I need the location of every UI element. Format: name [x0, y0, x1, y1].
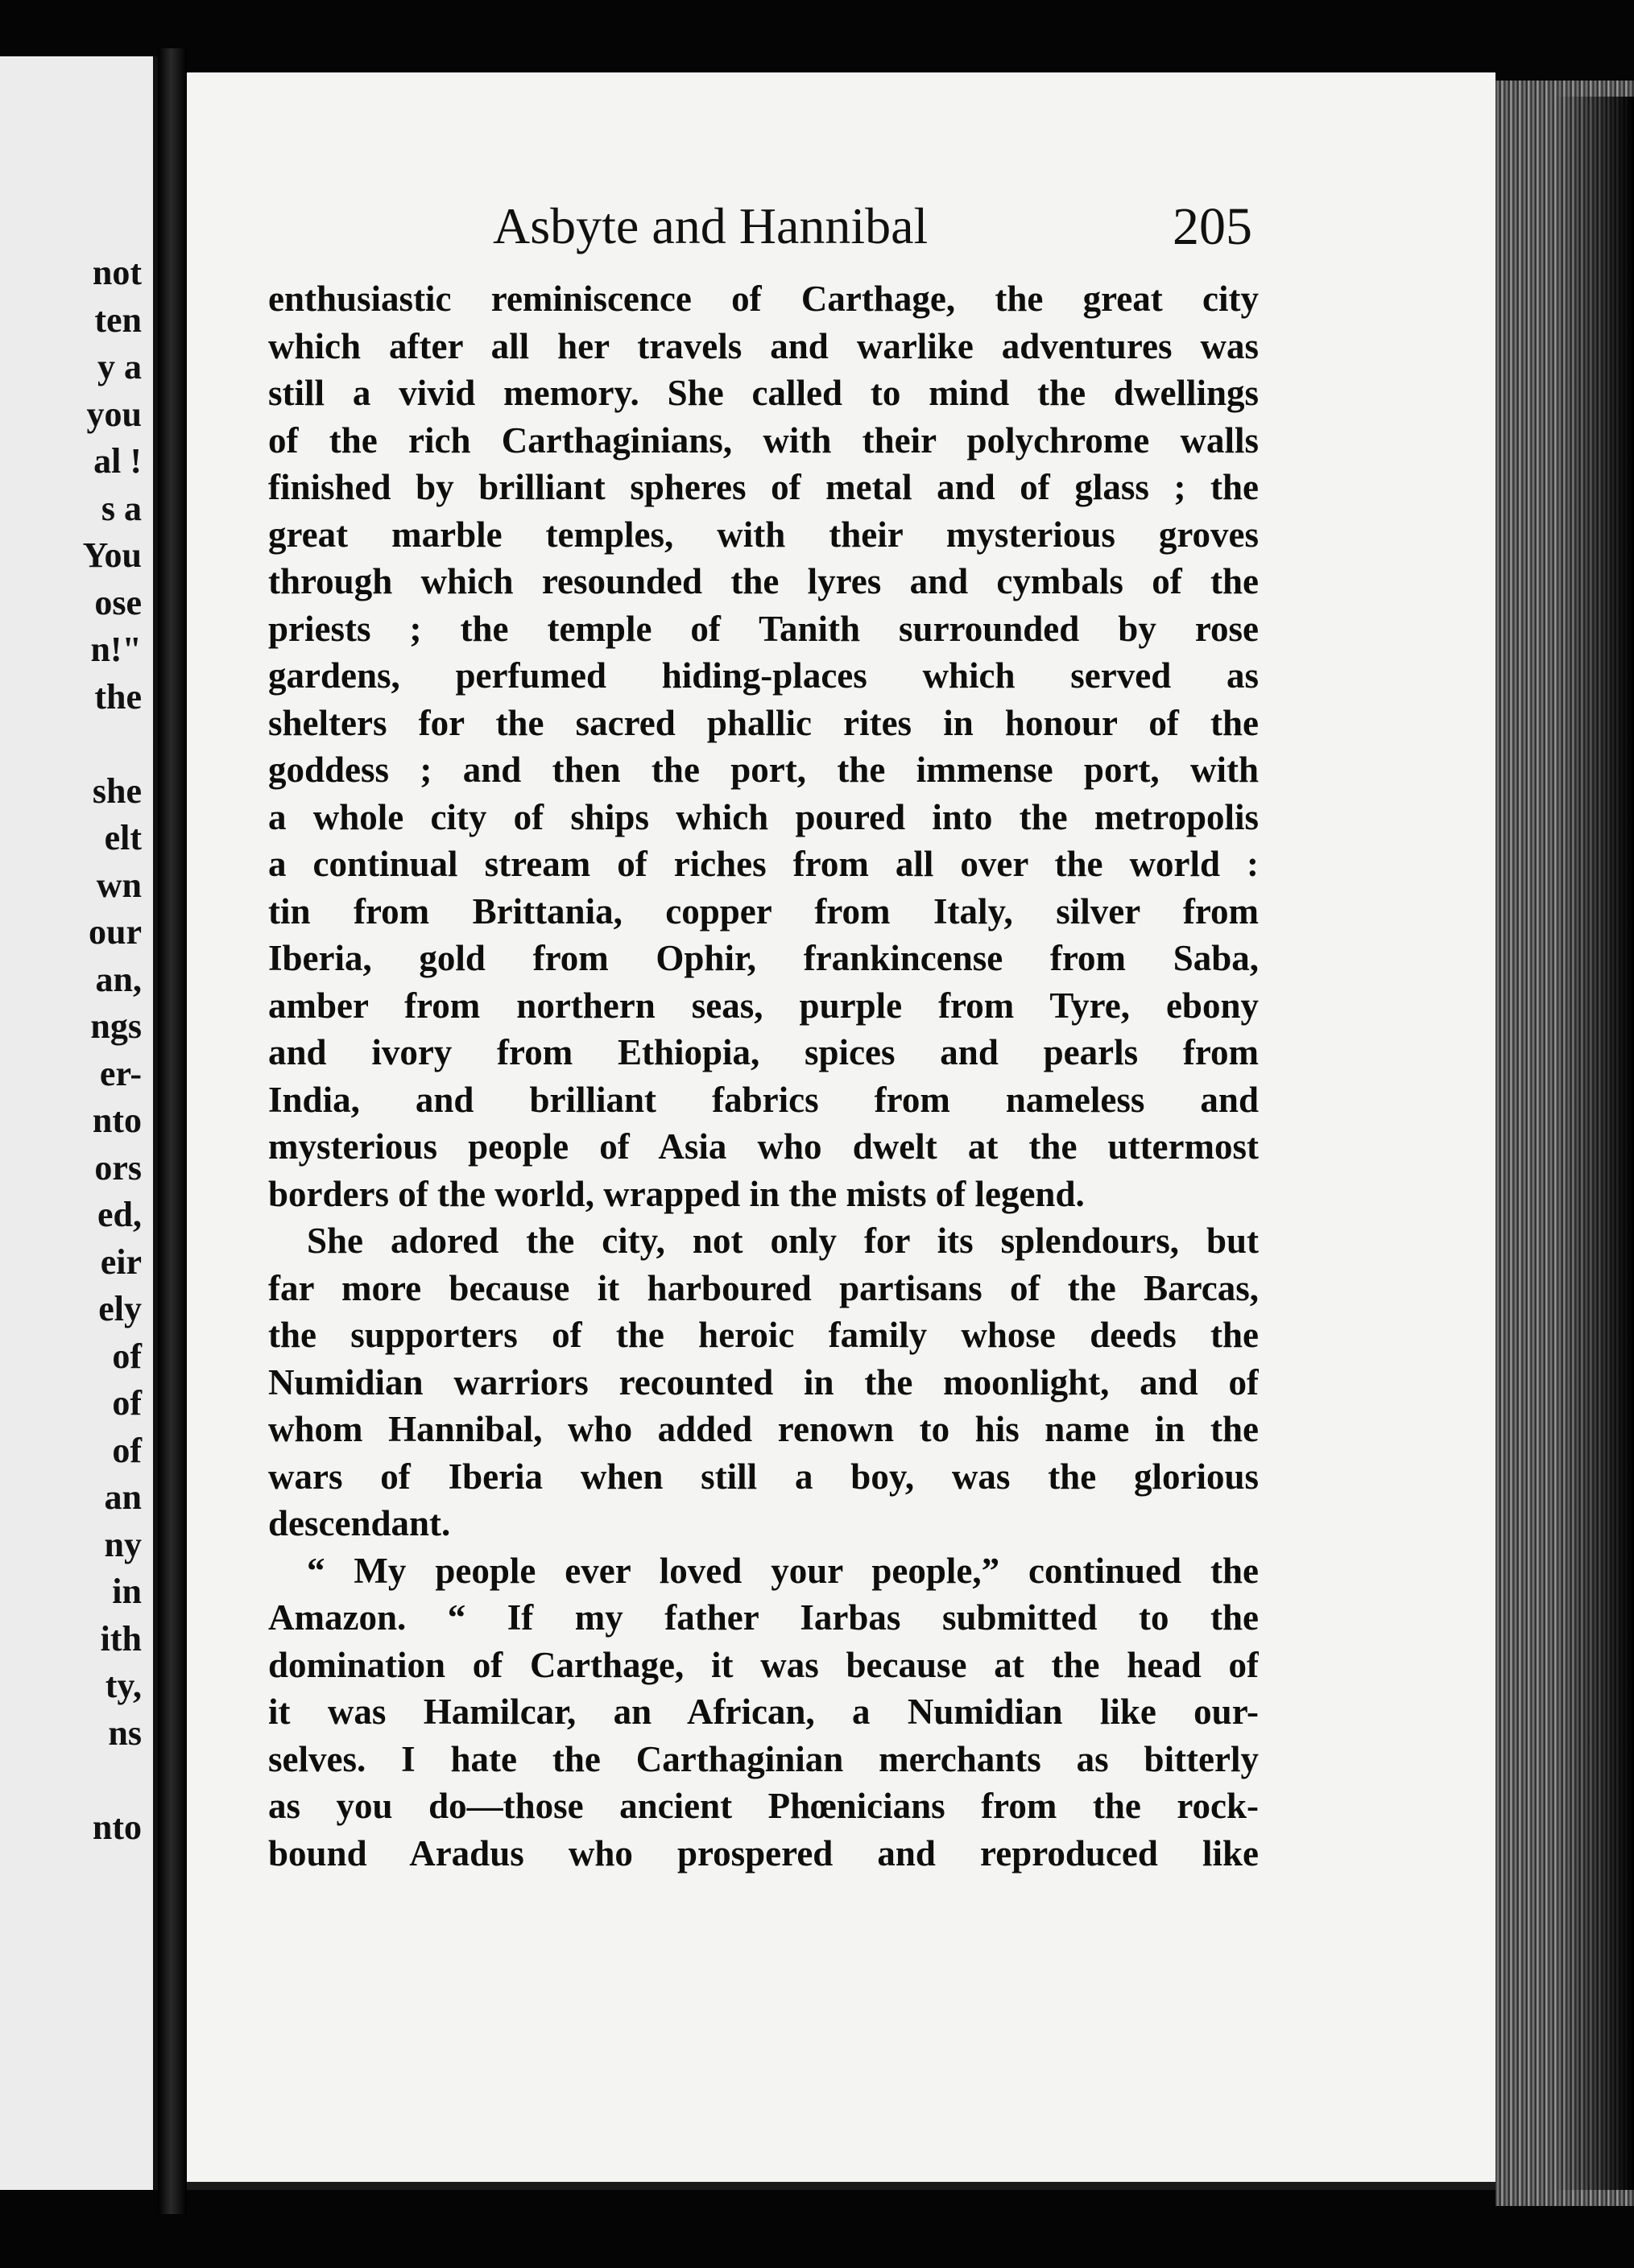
text-line: She adored the city, not only for its splendours, but — [307, 1221, 1259, 1261]
left-page — [0, 56, 158, 2190]
text-line: Numidian warriors recounted in the moonlight, and of — [268, 1361, 1259, 1403]
left-fragment: elt — [104, 818, 142, 857]
left-fragment — [83, 721, 142, 768]
text-line: enthusiastic reminiscence of Carthage, the great city — [268, 279, 1259, 319]
text-line: still a vivid memory. She called to mind the dwellings — [268, 373, 1259, 413]
text-line: a continual stream of riches from all over the world : — [268, 844, 1259, 884]
text-line: tin from Brittania, copper from Italy, silver from — [268, 890, 1259, 932]
running-head — [0, 196, 1634, 261]
text-line: “ My people ever loved your people,” continued the — [307, 1550, 1259, 1591]
left-fragment: the — [94, 676, 142, 717]
left-fragment — [83, 1757, 142, 1804]
text-line: goddess ; and then the port, the immense port, with — [268, 750, 1259, 790]
left-fragment: not — [92, 253, 142, 292]
text-line: which after all her travels and warlike adventures was — [268, 325, 1259, 366]
text-line: through which resounded the lyres and cymbals of the — [268, 561, 1259, 601]
left-fragment: ten — [94, 300, 142, 340]
text-line: whom Hannibal, who added renown to his name in the — [268, 1409, 1259, 1449]
left-fragment: ors — [94, 1147, 142, 1188]
left-fragment: wn — [96, 865, 142, 905]
left-fragment: of — [112, 1383, 142, 1423]
text-line: domination of Carthage, it was because at the head of — [268, 1644, 1259, 1685]
left-fragment: of — [112, 1430, 142, 1470]
text-line: as you do—those ancient Phœnicians from the rock- — [268, 1786, 1259, 1826]
left-fragment: our — [89, 912, 142, 952]
left-fragment: s a — [101, 488, 142, 528]
text-line: borders of the world, wrapped in the mists of legend. — [268, 1173, 1085, 1214]
left-fragment: nto — [92, 1807, 142, 1847]
left-page-text — [83, 250, 142, 1851]
left-fragment: ose — [94, 582, 142, 622]
left-fragment: she — [92, 770, 142, 811]
left-fragment: nto — [92, 1101, 142, 1140]
text-line: of the rich Carthaginians, with their polychrome walls — [268, 419, 1259, 461]
text-line: mysterious people of Asia who dwelt at the uttermost — [268, 1126, 1259, 1167]
text-line: selves. I hate the Carthaginian merchants as bitterly — [268, 1738, 1259, 1779]
text-line: bound Aradus who prospered and reproduced like — [268, 1832, 1259, 1873]
text-line: Iberia, gold from Ophir, frankincense from Saba, — [268, 938, 1259, 978]
text-line: descendant. — [268, 1503, 451, 1543]
body-text — [268, 275, 1259, 1877]
left-fragment: ely — [98, 1289, 142, 1328]
left-fragment: ty, — [105, 1666, 142, 1705]
left-fragment: an — [104, 1477, 142, 1517]
left-fragment: eir — [100, 1241, 142, 1282]
text-line: shelters for the sacred phallic rites in honour of the — [268, 702, 1259, 743]
text-line: and ivory from Ethiopia, spices and pearls from — [268, 1032, 1259, 1072]
left-fragment: ed, — [97, 1195, 142, 1234]
text-line: it was Hamilcar, an African, a Numidian like our- — [268, 1692, 1259, 1732]
text-line: priests ; the temple of Tanith surrounded by rose — [268, 608, 1259, 649]
left-fragment: you — [86, 394, 142, 434]
chapter-title: Asbyte and Hannibal — [493, 197, 929, 254]
text-line: far more because it harboured partisans of the Barcas, — [268, 1267, 1259, 1308]
left-fragment: n!" — [90, 630, 142, 669]
text-line: amber from northern seas, purple from Tyre, ebony — [268, 985, 1259, 1026]
text-line: a whole city of ships which poured into the metropolis — [268, 796, 1259, 837]
text-line: wars of Iberia when still a boy, was the glorious — [268, 1456, 1259, 1497]
left-fragment: ith — [100, 1618, 142, 1659]
left-fragment: ny — [104, 1524, 142, 1564]
left-fragment: ngs — [90, 1006, 142, 1046]
text-line: gardens, perfumed hiding-places which served as — [268, 655, 1259, 696]
page-edges-shadow — [1554, 97, 1634, 2190]
book-gutter — [158, 48, 187, 2214]
left-fragment: an, — [95, 959, 142, 999]
text-line: the supporters of the heroic family whose deeds the — [268, 1315, 1259, 1355]
page-number: 205 — [1173, 197, 1252, 256]
text-line: finished by brilliant spheres of metal and of glass ; the — [268, 467, 1259, 507]
text-line: great marble temples, with their mysterious groves — [268, 514, 1259, 555]
left-fragment: y a — [97, 347, 142, 386]
left-fragment: in — [112, 1572, 142, 1611]
left-fragment: ns — [108, 1712, 142, 1753]
left-fragment: al ! — [93, 441, 142, 481]
left-fragment: er- — [99, 1053, 142, 1093]
left-fragment: of — [112, 1336, 142, 1376]
left-fragment: You — [82, 535, 142, 575]
text-line: Amazon. “ If my father Iarbas submitted to the — [268, 1597, 1259, 1638]
text-line: India, and brilliant fabrics from nameless and — [268, 1079, 1259, 1120]
